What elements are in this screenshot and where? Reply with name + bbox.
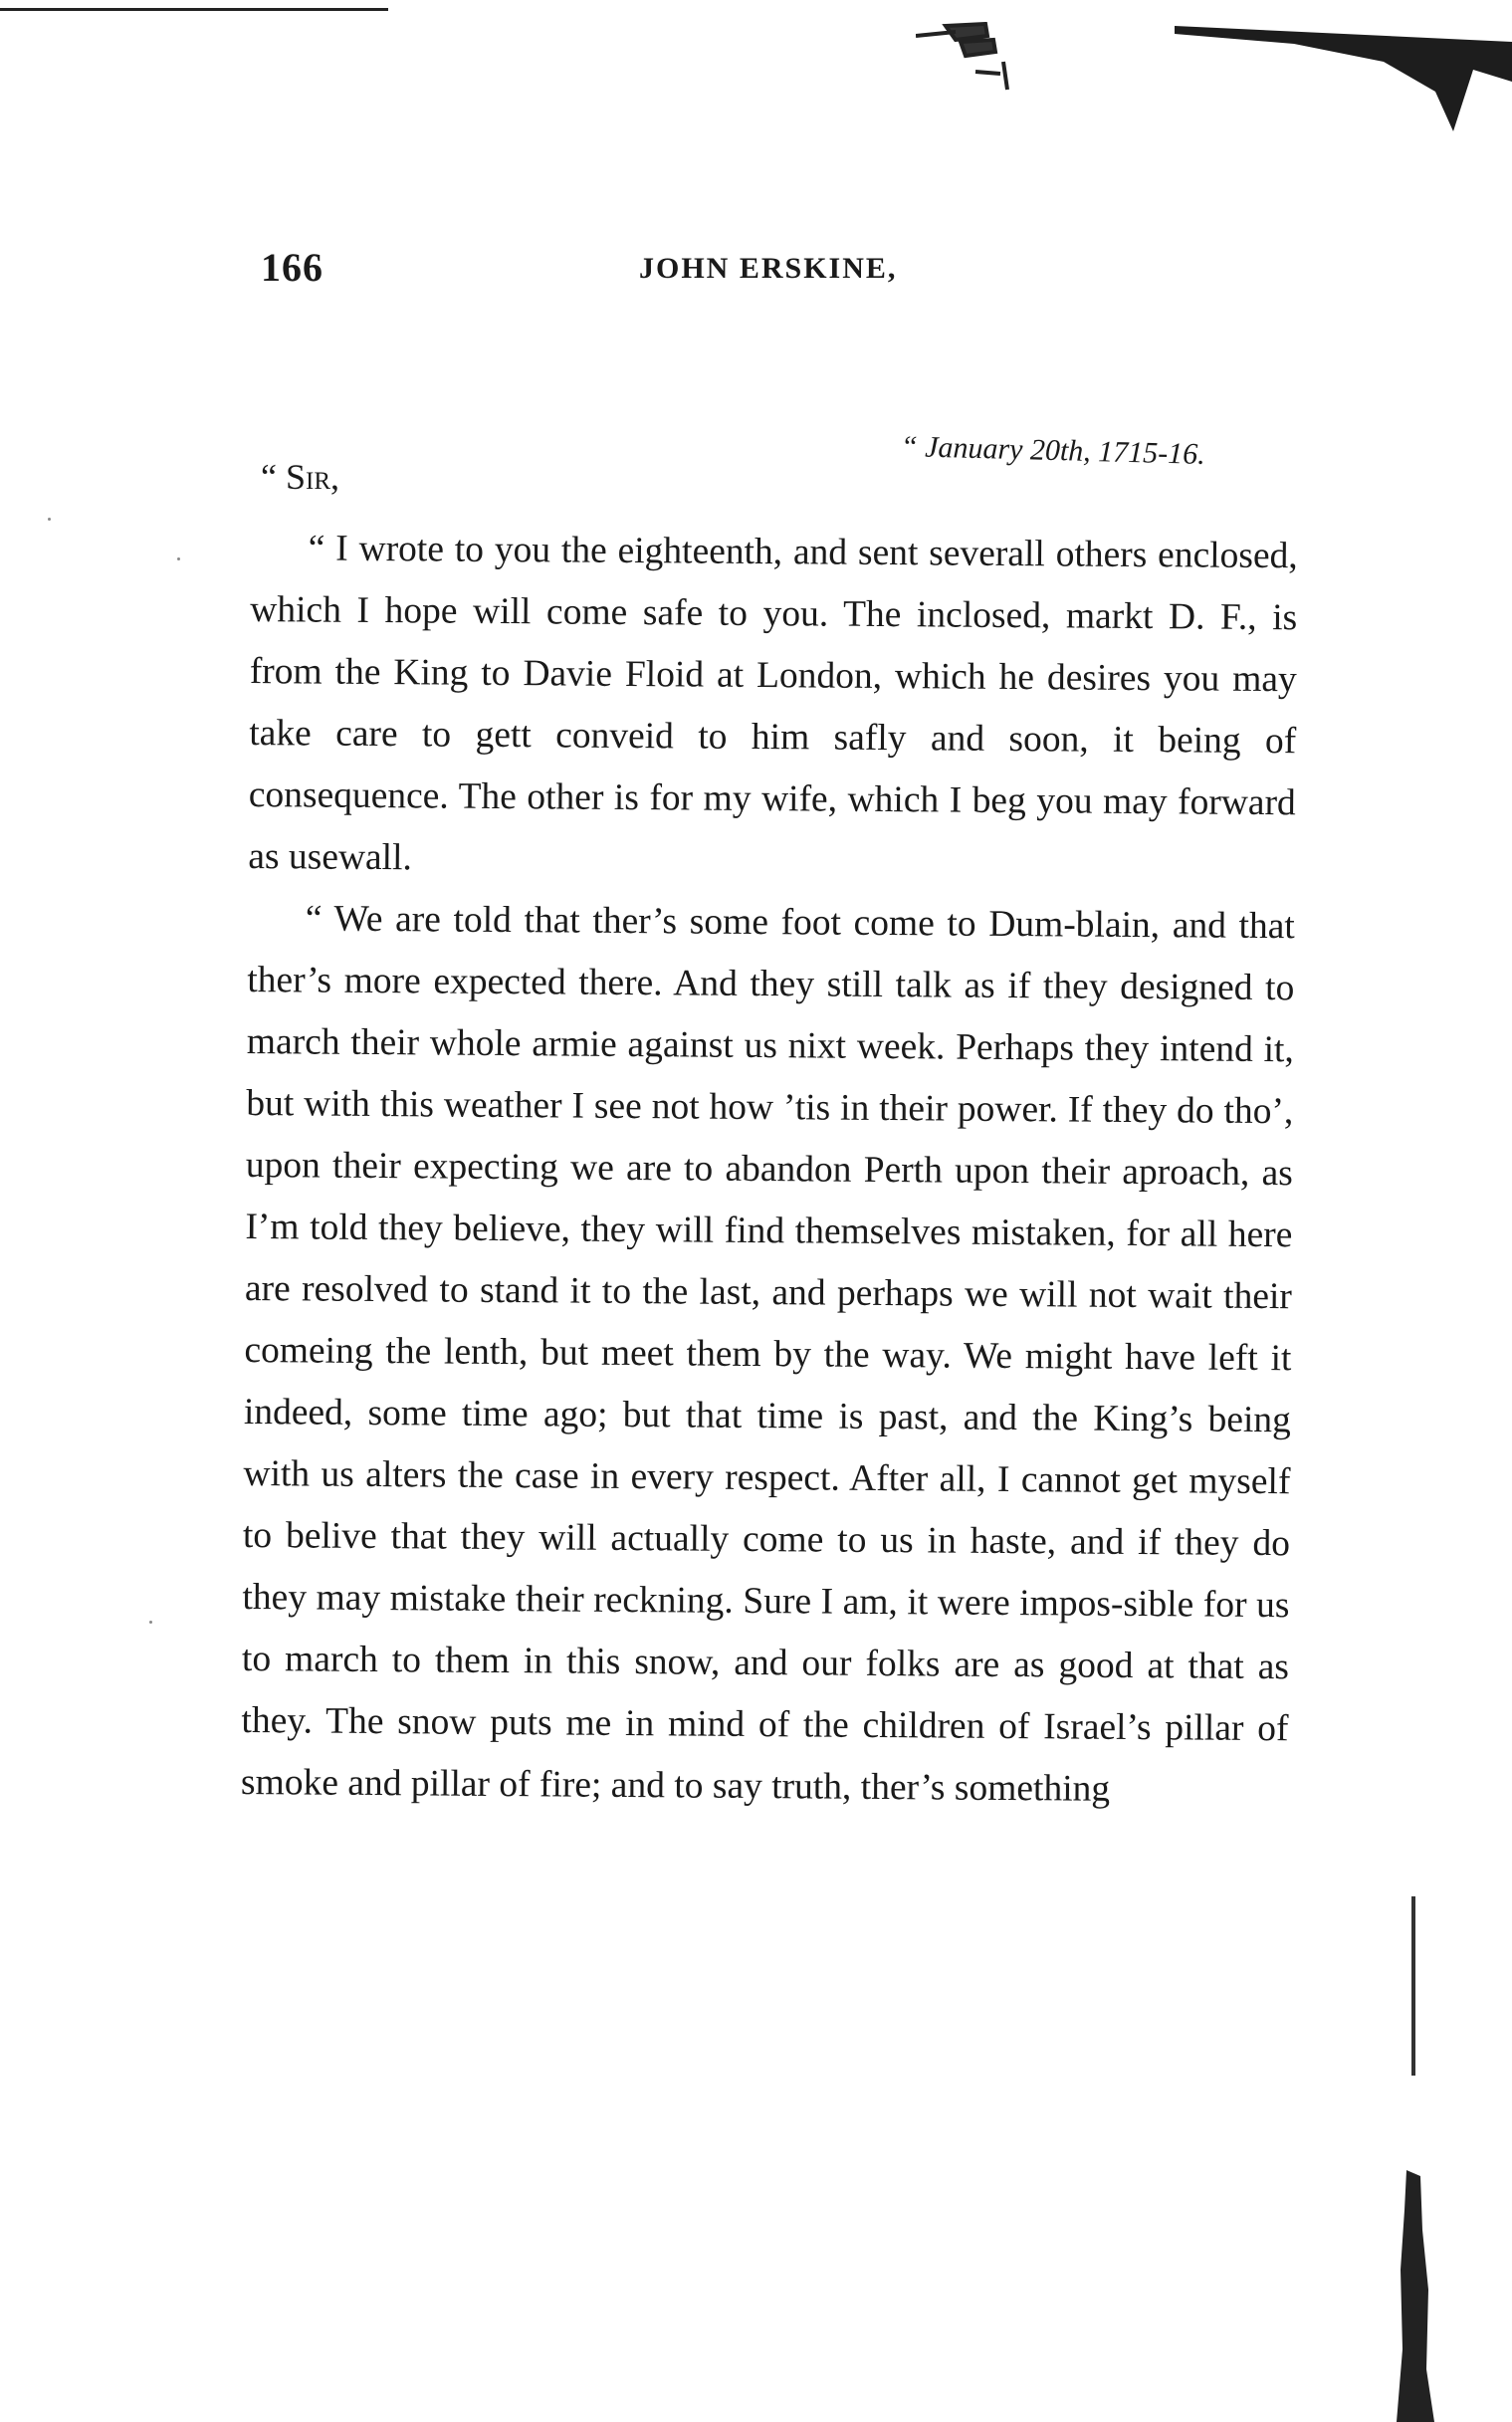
scan-ink-mark <box>916 22 1025 92</box>
letter-date: “ January 20th, 1715-16. <box>900 430 1206 472</box>
scan-edge-line <box>1411 1896 1415 2076</box>
top-edge-rule <box>0 8 388 11</box>
scan-speck <box>177 557 180 560</box>
scan-speck <box>149 1621 152 1624</box>
body-paragraph: “ We are told that ther’s some foot come to Dum-blain, and that ther’s more expected there. And they still talk as if they designed to march their whole armie against us nixt week. Perhaps they intend it, but with this weather I see not how ’tis in their power. If they do tho’, upon their expecting we are to abandon Perth upon their aproach, as I’m told they believe, they will find themselves mistaken, for all here are resolved to stand it to the last, and perhaps we will not wait their comeing the lenth, but meet them by the way. We might have left it indeed, some time ago; but that time is past, and the King’s being with us alters the case in every respect. After all, I cannot get myself to belive that they will actually come to us in haste, and if they do they may mistake their reckning. Sure I am, it were impos-sible for us to march to them in this snow, and our folks are as good at that as they. The snow puts me in mind of the children of Israel’s pillar of smoke and pillar of fire; and to say truth, ther’s something <box>240 898 1295 1810</box>
running-title: JOHN ERSKINE, <box>639 252 898 285</box>
scan-edge-shadow-bottom <box>1389 2170 1448 2422</box>
running-head <box>261 244 1256 304</box>
scan-speck <box>48 518 51 521</box>
body-paragraph: “ I wrote to you the eighteenth, and sent severall others enclosed, which I hope will come safe to you. The inclosed, markt D. F., is from the King to Davie Floid at London, which he desires you may take care to gett conveid to him safly and soon, it being of consequence. The other is for my wife, which I beg you may forward as usewall. <box>248 528 1298 879</box>
page-number: 166 <box>261 245 324 290</box>
letter-salutation: “ Sir, <box>261 457 339 497</box>
letter-body <box>241 518 1298 1822</box>
scan-edge-shadow <box>1175 22 1512 131</box>
